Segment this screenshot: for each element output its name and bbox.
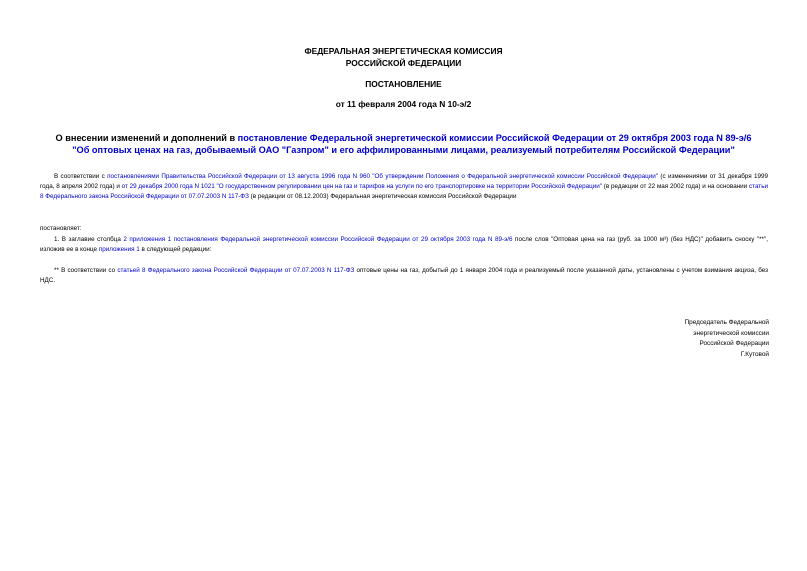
item1-link-2[interactable]: приложения 1 постановления Федеральной энергетической комиссии Российской Федерации от 29 октября 2003 года N 89-э/6 [129,236,513,243]
signatory-name: Г.Кутовой [740,350,769,358]
para1-text-1: В соответствии с [54,173,108,180]
para1-text-2: (с изменениями от 31 декабря 1999 года, 8 апреля 2002 года) и [40,173,768,190]
item1-link-1[interactable]: 2 [123,236,127,243]
item1-link-3[interactable]: приложения 1 [98,245,140,253]
signature-block [685,318,769,360]
title-link[interactable]: постановление Федеральной энергетической комиссии Российской Федерации от 29 октября 2003 года N 89-э/6 "Об оптовых ценах на газ, добываемый ОАО "Газпром" и его аффилированными лицами, реализуемый потребителям Российской Федерации" [72,133,752,155]
document-date-number: от 11 февраля 2004 года N 10-э/2 [335,99,472,109]
preamble-paragraph [40,172,768,201]
item1-text-1: 1. В заглавие столбца [54,236,124,243]
para1-text-4: (в редакции от 08.12.2003) Федеральная энергетическая комиссия Российской Федерации [248,192,517,200]
signature-line-3: Российской Федерации [699,340,769,347]
document-type: ПОСТАНОВЛЕНИЕ [365,79,442,89]
signature-line-2: энергетической комиссии [693,329,769,337]
title-prefix: О внесении изменений и дополнений в [55,133,238,143]
commission-name [0,45,807,69]
footnote-link-1[interactable]: статьей 8 Федерального закона Российской Федерации от 07.07.2003 N 117-ФЗ [117,267,355,274]
para1-text-3: (в редакции от 22 мая 2002 года) и на основании [601,182,749,190]
footnote-paragraph [40,266,768,286]
para1-link-3[interactable]: статьи 8 Федерального закона Российской Федерации от 07.07.2003 N 117-ФЗ [40,182,768,200]
header-line-2: РОССИЙСКОЙ ФЕДЕРАЦИИ [345,58,462,68]
footnote-text-1: ** В соответствии со [54,267,118,274]
resolves-line: постановляет: [40,225,82,232]
footnote-text-2: оптовые цены на газ, добытый до 1 января 2004 года и реализуемый после указанной даты, установлены с учетом взимания акциза, без НДС. [40,267,768,284]
item1-text-4: в следующей редакции: [139,245,212,253]
signature-line-1: Председатель Федеральной [684,319,769,326]
para1-link-1[interactable]: постановлениями Правительства Российской Федерации от 13 августа 1996 года N 960 "Об утверждении Положения о Федеральной энергетической комиссии Российской Федерации" [107,173,659,180]
para1-link-2[interactable]: от 29 декабря 2000 года N 1021 "О государственном регулировании цен на газ и тарифов на услуги по его транспортировке на территории Российской Федерации" [121,182,602,190]
item-1-paragraph [40,235,768,255]
document-title [50,132,757,156]
header-line-1: ФЕДЕРАЛЬНАЯ ЭНЕРГЕТИЧЕСКАЯ КОМИССИЯ [304,46,503,56]
item1-text-3: после слов "Оптовая цена на газ (руб. за 1000 м³) (без НДС)" добавить сноску "**", изложив ее в конце [40,236,768,253]
